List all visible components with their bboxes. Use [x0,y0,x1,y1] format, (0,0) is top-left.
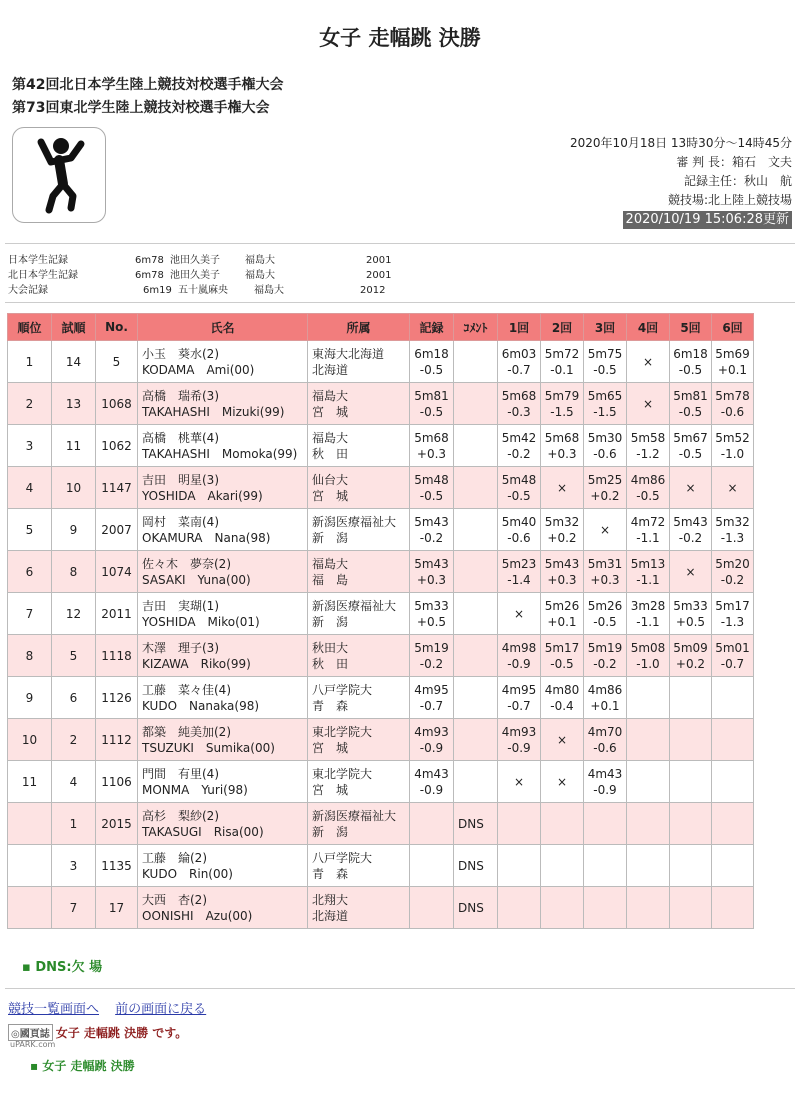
cell-bib-no: 1106 [96,761,138,803]
referee: 審 判 長：箱石 文夫 [676,155,792,169]
header-attempt-6: 6回 [712,314,754,341]
table-row [8,341,754,383]
cell-affiliation: 東北学院大 宮 城 [308,719,410,761]
cell-rank: 1 [8,341,52,383]
page-title: 女子 走幅跳 決勝 [319,26,481,50]
cell-comment [454,719,498,761]
cell-attempt-1: × [498,593,541,635]
cell-comment [454,761,498,803]
cell-attempt-2: 5m43 +0.3 [541,551,584,593]
cell-attempt-1: 4m95 -0.7 [498,677,541,719]
cell-affiliation: 福島大 福 島 [308,551,410,593]
cell-athlete-name: 岡村 菜南(4) OKAMURA Nana(98) [138,509,308,551]
cell-attempt-3: 4m43 -0.9 [584,761,627,803]
cell-attempt-4: 5m08 -1.0 [627,635,670,677]
cell-attempt-4: × [627,341,670,383]
cell-comment [454,467,498,509]
event-icon-box [12,127,106,223]
cell-attempt-6: 5m78 -0.6 [712,383,754,425]
cell-attempt-3: 4m70 -0.6 [584,719,627,761]
cell-athlete-name: 工藤 綸(2) KUDO Rin(00) [138,845,308,887]
table-row [8,509,754,551]
cell-bib-no: 1112 [96,719,138,761]
table-row [8,551,754,593]
cell-bib-no: 17 [96,887,138,929]
cell-bib-no: 1068 [96,383,138,425]
cell-rank: 4 [8,467,52,509]
table-row [8,761,754,803]
header-no: No. [96,314,138,341]
cell-attempt-4 [627,803,670,845]
cell-attempt-5 [670,887,712,929]
cell-attempt-3: 5m75 -0.5 [584,341,627,383]
cell-athlete-name: 高杉 梨紗(2) TAKASUGI Risa(00) [138,803,308,845]
cell-attempt-6: 5m17 -1.3 [712,593,754,635]
cell-mark: 5m48 -0.5 [410,467,454,509]
cell-attempt-4: 4m86 -0.5 [627,467,670,509]
cell-rank: 5 [8,509,52,551]
cell-attempt-4 [627,719,670,761]
cell-attempt-2: 4m80 -0.4 [541,677,584,719]
event-link[interactable]: ▪ 女子 走幅跳 決勝 [30,1059,135,1073]
cell-rank [8,803,52,845]
cell-comment [454,593,498,635]
cell-attempt-2 [541,803,584,845]
cell-athlete-name: 工藤 菜々佳(4) KUDO Nanaka(98) [138,677,308,719]
cell-attempt-3: 5m30 -0.6 [584,425,627,467]
cell-comment: DNS [454,887,498,929]
cell-athlete-name: 高橋 桃華(4) TAKAHASHI Momoka(99) [138,425,308,467]
cell-comment: DNS [454,845,498,887]
cell-attempt-6: 5m01 -0.7 [712,635,754,677]
cell-order: 13 [52,383,96,425]
cell-order: 6 [52,677,96,719]
cell-attempt-1: 4m98 -0.9 [498,635,541,677]
recorder: 記録主任：秋山 航 [683,174,792,188]
cell-attempt-3: 5m19 -0.2 [584,635,627,677]
cell-mark [410,887,454,929]
cell-attempt-3: × [584,509,627,551]
cell-order: 1 [52,803,96,845]
cell-attempt-1: 5m42 -0.2 [498,425,541,467]
event-info [570,134,792,229]
cell-affiliation: 北翔大 北海道 [308,887,410,929]
table-row [8,425,754,467]
table-row [8,719,754,761]
cell-attempt-2: 5m26 +0.1 [541,593,584,635]
cell-affiliation: 東北学院大 宮 城 [308,761,410,803]
nav-links [8,998,218,1017]
cell-attempt-4: × [627,383,670,425]
cell-attempt-6 [712,677,754,719]
header-comment: ｺﾒﾝﾄ [454,314,498,341]
cell-affiliation: 八戸学院大 青 森 [308,677,410,719]
cell-attempt-6: 5m32 -1.3 [712,509,754,551]
cell-attempt-6 [712,761,754,803]
divider [5,243,795,244]
cell-attempt-5 [670,677,712,719]
cell-bib-no: 1062 [96,425,138,467]
cell-mark: 4m93 -0.9 [410,719,454,761]
cell-rank [8,845,52,887]
cell-attempt-5: 5m43 -0.2 [670,509,712,551]
cell-order: 9 [52,509,96,551]
cell-attempt-2: 5m32 +0.2 [541,509,584,551]
cell-attempt-4: 5m13 -1.1 [627,551,670,593]
table-row [8,593,754,635]
cell-bib-no: 1074 [96,551,138,593]
header-attempt-5: 5回 [670,314,712,341]
cell-affiliation: 新潟医療福祉大 新 潟 [308,593,410,635]
cell-attempt-3: 4m86 +0.1 [584,677,627,719]
cell-attempt-3: 5m31 +0.3 [584,551,627,593]
cell-attempt-5: × [670,551,712,593]
cell-comment [454,677,498,719]
site-logo: ◎國頁誌 [8,1024,53,1041]
cell-mark: 5m43 +0.3 [410,551,454,593]
cell-attempt-1: 5m48 -0.5 [498,467,541,509]
cell-attempt-4 [627,761,670,803]
back-link[interactable]: 前の画面に戻る [115,1002,207,1017]
cell-mark: 5m19 -0.2 [410,635,454,677]
cell-attempt-2: × [541,467,584,509]
cell-attempt-5 [670,845,712,887]
cell-mark [410,845,454,887]
cell-attempt-4 [627,677,670,719]
table-header-row [8,314,754,341]
cell-attempt-6 [712,719,754,761]
cell-mark: 4m95 -0.7 [410,677,454,719]
table-row [8,887,754,929]
cell-attempt-4: 5m58 -1.2 [627,425,670,467]
cell-affiliation: 八戸学院大 青 森 [308,845,410,887]
cell-rank: 6 [8,551,52,593]
header-order: 試順 [52,314,96,341]
cell-attempt-2: × [541,719,584,761]
cell-attempt-2: 5m79 -1.5 [541,383,584,425]
cell-attempt-3: 5m26 -0.5 [584,593,627,635]
event-datetime: 2020年10月18日 13時30分～14時45分 [570,136,792,150]
cell-bib-no: 2007 [96,509,138,551]
cell-attempt-1: 4m93 -0.9 [498,719,541,761]
cell-attempt-5 [670,761,712,803]
long-jump-pictogram-icon [13,128,105,222]
cell-attempt-3: 5m65 -1.5 [584,383,627,425]
event-list-link[interactable]: 競技一覧画面へ [8,1002,100,1017]
cell-attempt-6 [712,887,754,929]
header-attempt-2: 2回 [541,314,584,341]
cell-attempt-6: 5m69 +0.1 [712,341,754,383]
cell-order: 14 [52,341,96,383]
cell-attempt-3 [584,845,627,887]
cell-attempt-2: 5m17 -0.5 [541,635,584,677]
cell-attempt-1: 5m40 -0.6 [498,509,541,551]
cell-attempt-1: × [498,761,541,803]
cell-rank: 10 [8,719,52,761]
cell-bib-no: 1118 [96,635,138,677]
cell-attempt-1 [498,845,541,887]
cell-rank: 11 [8,761,52,803]
cell-mark [410,803,454,845]
cell-bib-no: 2011 [96,593,138,635]
cell-athlete-name: 大西 杏(2) OONISHI Azu(00) [138,887,308,929]
cell-bib-no: 1147 [96,467,138,509]
table-row [8,803,754,845]
cell-comment [454,509,498,551]
cell-mark: 5m43 -0.2 [410,509,454,551]
updated-timestamp: 2020/10/19 15:06:28更新 [623,211,792,229]
cell-order: 12 [52,593,96,635]
header-team: 所属 [308,314,410,341]
cell-athlete-name: 小玉 葵水(2) KODAMA Ami(00) [138,341,308,383]
cell-attempt-5: 6m18 -0.5 [670,341,712,383]
cell-attempt-6: 5m20 -0.2 [712,551,754,593]
cell-affiliation: 福島大 秋 田 [308,425,410,467]
cell-athlete-name: 佐々木 夢奈(2) SASAKI Yuna(00) [138,551,308,593]
table-row [8,383,754,425]
footer-text: 女子 走幅跳 決勝 です。 [55,1026,188,1040]
cell-affiliation: 新潟医療福祉大 新 潟 [308,803,410,845]
cell-comment [454,551,498,593]
cell-attempt-1: 5m68 -0.3 [498,383,541,425]
watermark: uPARK.com [10,1040,56,1049]
divider [5,988,795,989]
meet-name-1: 第42回北日本学生陸上競技対校選手権大会 [12,77,284,93]
cell-rank: 2 [8,383,52,425]
venue: 競技場:北上陸上競技場 [667,193,792,207]
cell-comment [454,341,498,383]
cell-rank: 9 [8,677,52,719]
cell-order: 7 [52,887,96,929]
cell-order: 2 [52,719,96,761]
cell-order: 8 [52,551,96,593]
cell-attempt-5: 5m09 +0.2 [670,635,712,677]
dns-note: ▪ DNS:欠 場 [22,960,103,975]
cell-affiliation: 東海大北海道 北海道 [308,341,410,383]
cell-athlete-name: 都築 純美加(2) TSUZUKI Sumika(00) [138,719,308,761]
cell-order: 5 [52,635,96,677]
cell-affiliation: 仙台大 宮 城 [308,467,410,509]
table-row [8,845,754,887]
cell-bib-no: 5 [96,341,138,383]
cell-attempt-4 [627,845,670,887]
cell-attempt-6 [712,845,754,887]
cell-athlete-name: 吉田 実瑚(1) YOSHIDA Miko(01) [138,593,308,635]
header-rank: 順位 [8,314,52,341]
cell-rank [8,887,52,929]
cell-mark: 6m18 -0.5 [410,341,454,383]
cell-order: 10 [52,467,96,509]
cell-affiliation: 福島大 宮 城 [308,383,410,425]
header-attempt-3: 3回 [584,314,627,341]
cell-order: 11 [52,425,96,467]
cell-attempt-3: 5m25 +0.2 [584,467,627,509]
cell-attempt-1: 6m03 -0.7 [498,341,541,383]
cell-rank: 8 [8,635,52,677]
cell-athlete-name: 木澤 理子(3) KIZAWA Riko(99) [138,635,308,677]
cell-mark: 4m43 -0.9 [410,761,454,803]
meet-name-2: 第73回東北学生陸上競技対校選手権大会 [12,100,270,116]
cell-mark: 5m33 +0.5 [410,593,454,635]
cell-attempt-1: 5m23 -1.4 [498,551,541,593]
cell-bib-no: 1135 [96,845,138,887]
cell-attempt-5 [670,719,712,761]
cell-attempt-5: × [670,467,712,509]
cell-comment [454,425,498,467]
cell-attempt-2: 5m68 +0.3 [541,425,584,467]
cell-attempt-6: 5m52 -1.0 [712,425,754,467]
cell-rank: 3 [8,425,52,467]
cell-attempt-2: 5m72 -0.1 [541,341,584,383]
footer-line [8,1024,187,1041]
cell-attempt-2 [541,887,584,929]
cell-comment [454,635,498,677]
table-row [8,467,754,509]
table-row [8,677,754,719]
cell-athlete-name: 門間 有里(4) MONMA Yuri(98) [138,761,308,803]
cell-attempt-4 [627,887,670,929]
cell-attempt-4: 3m28 -1.1 [627,593,670,635]
cell-attempt-5: 5m33 +0.5 [670,593,712,635]
cell-bib-no: 1126 [96,677,138,719]
cell-affiliation: 新潟医療福祉大 新 潟 [308,509,410,551]
cell-attempt-1 [498,887,541,929]
cell-affiliation: 秋田大 秋 田 [308,635,410,677]
cell-comment: DNS [454,803,498,845]
cell-athlete-name: 高橋 瑞希(3) TAKAHASHI Mizuki(99) [138,383,308,425]
cell-bib-no: 2015 [96,803,138,845]
cell-attempt-6 [712,803,754,845]
cell-attempt-6: × [712,467,754,509]
cell-attempt-3 [584,887,627,929]
cell-attempt-5: 5m67 -0.5 [670,425,712,467]
cell-attempt-2 [541,845,584,887]
divider [5,302,795,303]
cell-attempt-1 [498,803,541,845]
cell-mark: 5m81 -0.5 [410,383,454,425]
cell-mark: 5m68 +0.3 [410,425,454,467]
header-attempt-4: 4回 [627,314,670,341]
cell-attempt-3 [584,803,627,845]
cell-athlete-name: 吉田 明星(3) YOSHIDA Akari(99) [138,467,308,509]
header-mark: 記録 [410,314,454,341]
cell-attempt-4: 4m72 -1.1 [627,509,670,551]
table-row [8,635,754,677]
header-name: 氏名 [138,314,308,341]
header-attempt-1: 1回 [498,314,541,341]
results-table [7,313,754,929]
cell-rank: 7 [8,593,52,635]
cell-attempt-5 [670,803,712,845]
cell-order: 4 [52,761,96,803]
cell-attempt-5: 5m81 -0.5 [670,383,712,425]
cell-order: 3 [52,845,96,887]
cell-attempt-2: × [541,761,584,803]
cell-comment [454,383,498,425]
